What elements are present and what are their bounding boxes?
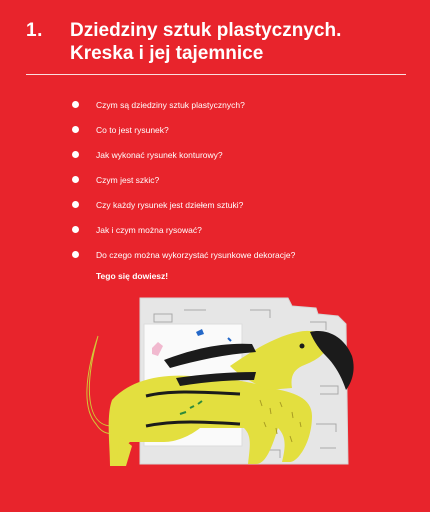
question-text: Jak wykonać rysunek konturowy?	[96, 150, 223, 160]
question-text: Jak i czym można rysować?	[96, 225, 202, 235]
bullet-icon	[72, 101, 79, 108]
question-item	[72, 97, 295, 122]
chapter-title-line-2: Kreska i jej tajemnice	[70, 43, 264, 64]
question-item	[72, 147, 295, 172]
question-text: Czym są dziedziny sztuk plastycznych?	[96, 100, 245, 110]
bullet-icon	[72, 201, 79, 208]
bullet-icon	[72, 151, 79, 158]
bullet-icon	[72, 126, 79, 133]
question-item	[72, 172, 295, 197]
chapter-number: 1.	[26, 20, 43, 41]
question-item	[72, 122, 295, 147]
question-text: Do czego można wykorzystać rysunkowe dekoracje?	[96, 250, 296, 260]
question-item	[72, 247, 295, 272]
dog-and-wall-illustration	[80, 296, 370, 506]
bullet-icon	[72, 176, 79, 183]
cta-text: Tego się dowiesz!	[96, 271, 169, 281]
question-item	[72, 197, 295, 222]
question-text: Czy każdy rysunek jest dziełem sztuki?	[96, 200, 244, 210]
title-divider	[26, 74, 406, 75]
question-text: Czym jest szkic?	[96, 175, 160, 185]
bullet-icon	[72, 251, 79, 258]
bullet-icon	[72, 226, 79, 233]
question-item	[72, 222, 295, 247]
chapter-title	[70, 19, 410, 65]
question-list	[72, 97, 295, 272]
chapter-title-line-1: Dziedziny sztuk plastycznych.	[70, 20, 342, 41]
question-text: Co to jest rysunek?	[96, 125, 169, 135]
